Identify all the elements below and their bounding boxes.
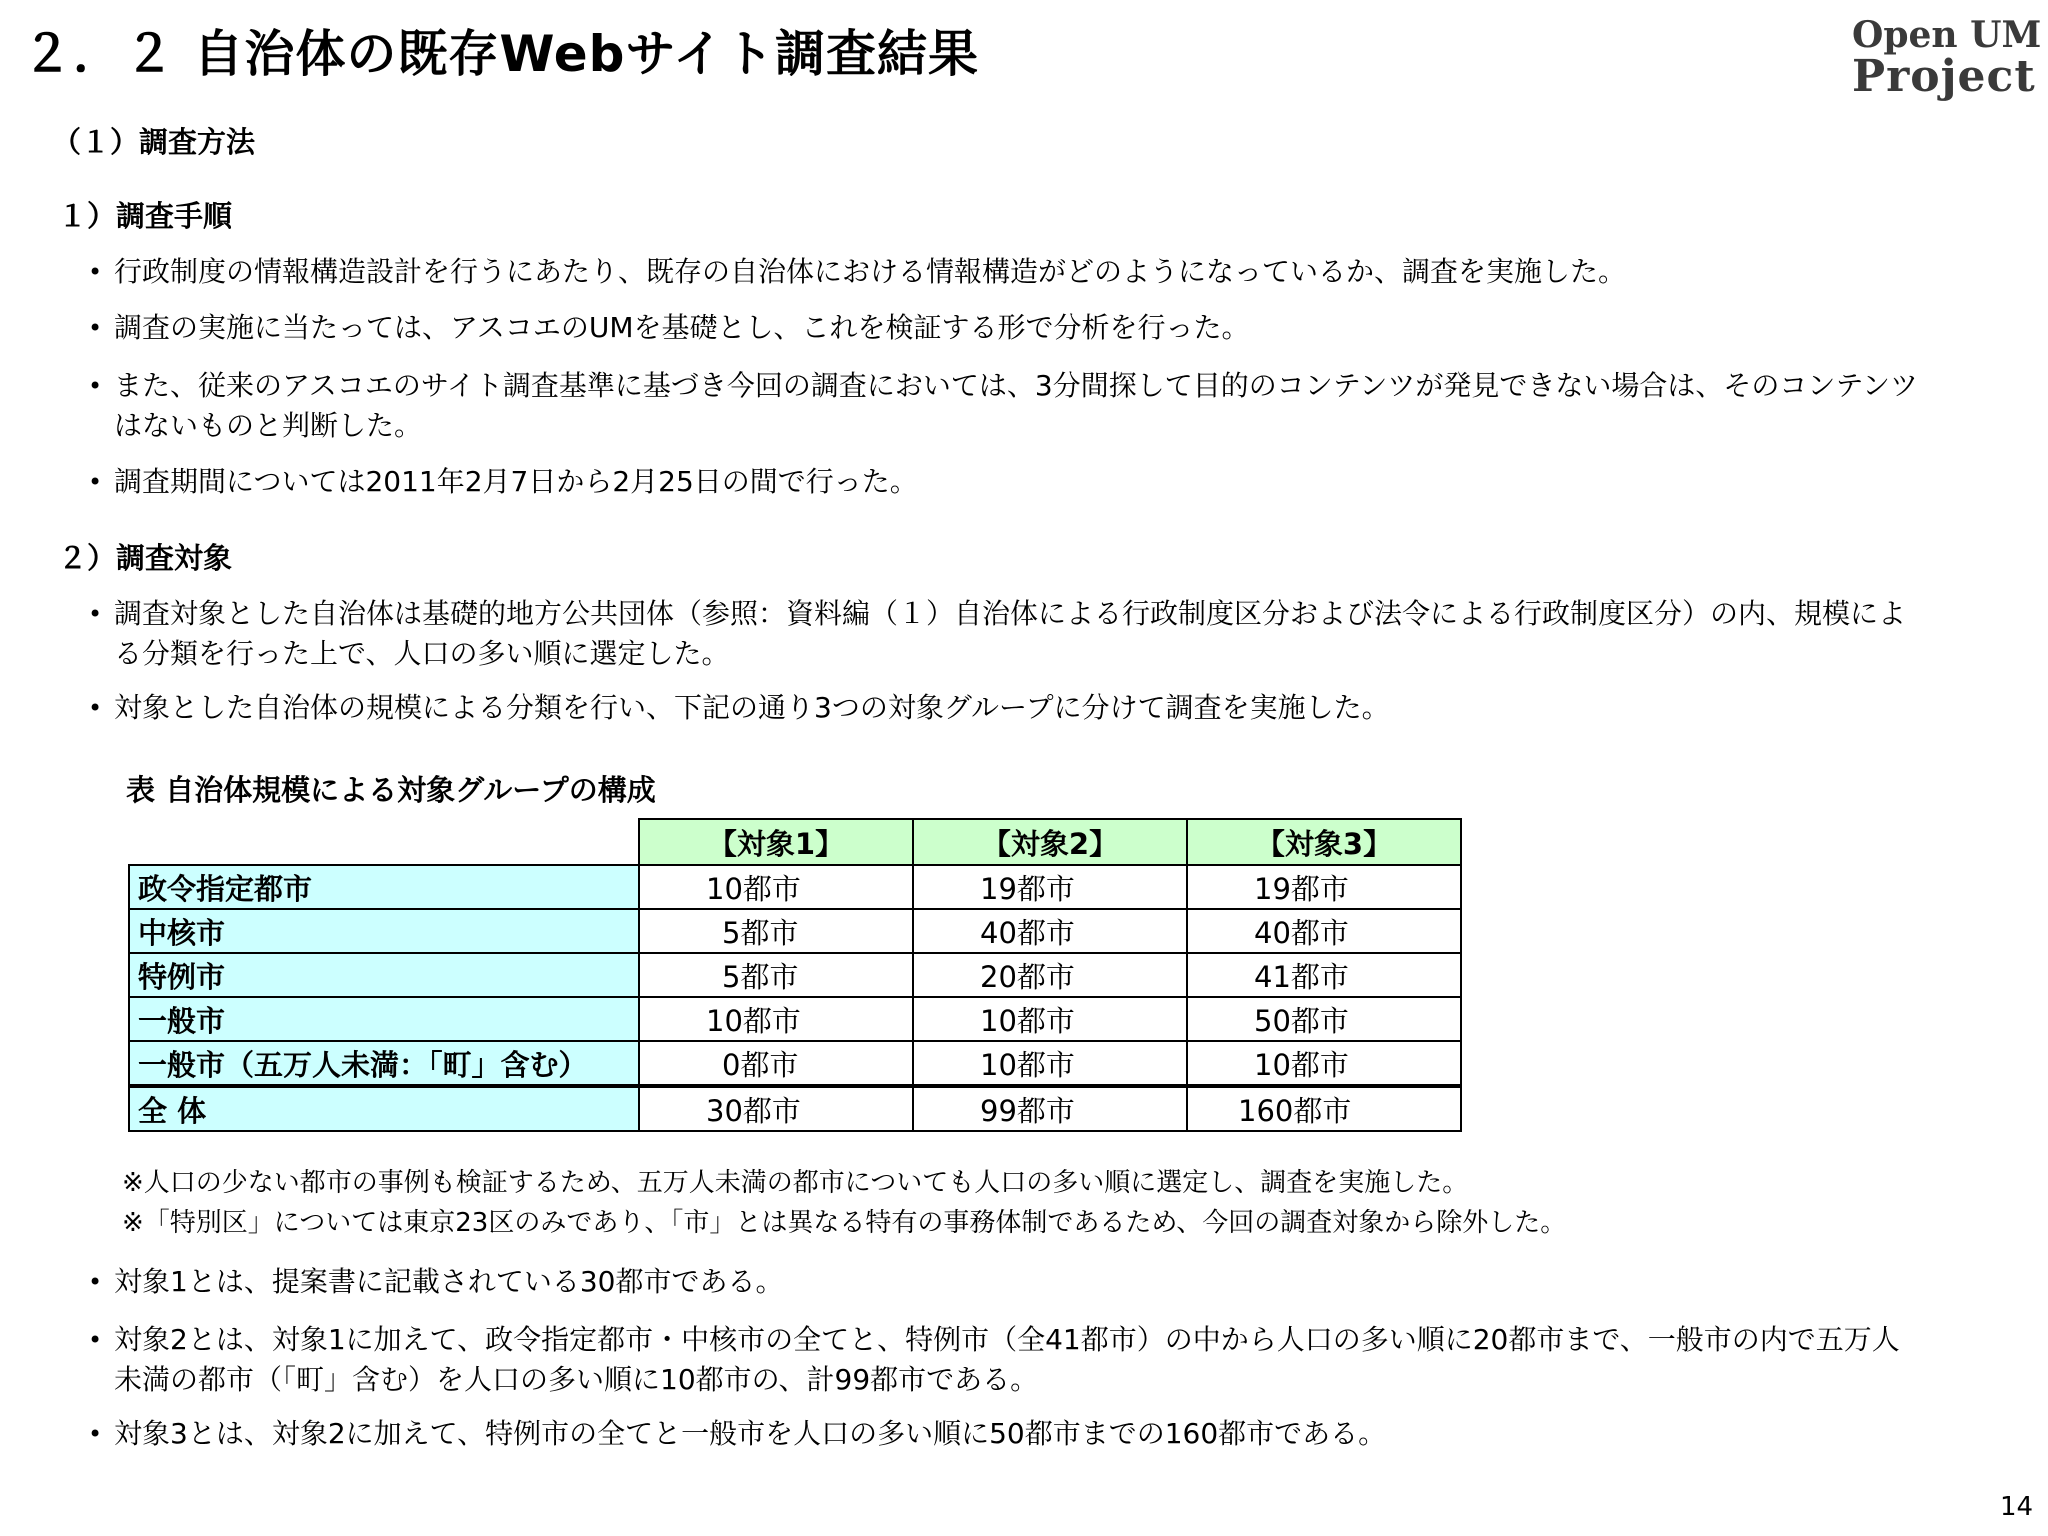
table-note-1: ※人口の少ない都市の事例も検証するため、五万人未満の都市についても人口の多い順に選定し、調査を実施した。 — [122, 1168, 1469, 1198]
bullet-target-2 — [88, 688, 1918, 728]
bullet-text: 対象2とは、対象1に加えて、政令指定都市・中核市の全てと、特例市（全41都市）の中から人口の多い順に20都市まで、一般市の内で五万人未満の都市（「町」含む）を人口の多い順に10都市の、計99都市である。 — [114, 1323, 1900, 1396]
open-um-project-logo — [1852, 14, 2042, 102]
page-number: 14 — [2000, 1492, 2034, 1522]
table-row — [129, 997, 1461, 1041]
table-cell: 0都市 — [639, 1041, 913, 1086]
table-row — [129, 865, 1461, 909]
table-row — [129, 909, 1461, 953]
bullet-dot: • — [88, 694, 103, 722]
row-header: 一般市（五万人未満：「町」含む） — [129, 1041, 639, 1086]
table-corner-cell — [129, 819, 639, 865]
table-cell: 20都市 — [913, 953, 1187, 997]
table-row — [129, 1041, 1461, 1086]
table-cell: 19都市 — [913, 865, 1187, 909]
bullet-dot: • — [88, 372, 103, 400]
column-header: 【対象1】 — [639, 819, 913, 865]
bullet-group-2 — [88, 1320, 1918, 1400]
bullet-group-3 — [88, 1414, 1918, 1454]
table-header-row — [129, 819, 1461, 865]
table-cell: 5都市 — [639, 909, 913, 953]
page-title: ２．２ 自治体の既存Webサイト調査結果 — [22, 25, 979, 83]
bullet-dot: • — [88, 258, 103, 286]
bullet-group-1 — [88, 1262, 1918, 1302]
section-heading-survey-method: （１）調査方法 — [52, 125, 256, 159]
table-cell: 5都市 — [639, 953, 913, 997]
bullet-dot: • — [88, 1268, 103, 1296]
bullet-procedure-2 — [88, 308, 1918, 348]
bullet-text: 調査対象とした自治体は基礎的地方公共団体（参照：資料編（１）自治体による行政制度区分および法令による行政制度区分）の内、規模による分類を行った上で、人口の多い順に選定した。 — [114, 597, 1907, 670]
bullet-dot: • — [88, 468, 103, 496]
bullet-text: 対象とした自治体の規模による分類を行い、下記の通り3つの対象グループに分けて調査を実施した。 — [114, 691, 1390, 724]
table-cell: 99都市 — [913, 1086, 1187, 1131]
bullet-procedure-3 — [88, 366, 1918, 446]
table-cell: 10都市 — [913, 997, 1187, 1041]
table-cell: 160都市 — [1187, 1086, 1461, 1131]
table-total-row — [129, 1086, 1461, 1131]
table-cell: 10都市 — [639, 997, 913, 1041]
target-group-table — [128, 818, 1462, 1132]
bullet-target-1 — [88, 594, 1918, 674]
bullet-text: 対象3とは、対象2に加えて、特例市の全てと一般市を人口の多い順に50都市までの160都市である。 — [114, 1417, 1387, 1450]
table-cell: 40都市 — [1187, 909, 1461, 953]
table-cell: 10都市 — [1187, 1041, 1461, 1086]
logo-line-1: Open UM — [1852, 14, 2042, 56]
row-header-total: 全 体 — [129, 1086, 639, 1131]
row-header: 一般市 — [129, 997, 639, 1041]
table-caption: 表 自治体規模による対象グループの構成 — [126, 773, 656, 807]
logo-line-2: Project — [1852, 51, 2036, 102]
bullet-text: 調査の実施に当たっては、アスコエのUMを基礎とし、これを検証する形で分析を行った。 — [114, 311, 1250, 344]
row-header: 中核市 — [129, 909, 639, 953]
subsection-heading-target: ２）調査対象 — [58, 541, 233, 575]
table-cell: 10都市 — [639, 865, 913, 909]
bullet-text: 対象1とは、提案書に記載されている30都市である。 — [114, 1265, 784, 1298]
bullet-text: 行政制度の情報構造設計を行うにあたり、既存の自治体における情報構造がどのようになっているか、調査を実施した。 — [114, 255, 1627, 288]
bullet-dot: • — [88, 314, 103, 342]
row-header: 政令指定都市 — [129, 865, 639, 909]
column-header: 【対象2】 — [913, 819, 1187, 865]
bullet-dot: • — [88, 1420, 103, 1448]
column-header: 【対象3】 — [1187, 819, 1461, 865]
bullet-procedure-1 — [88, 252, 1918, 292]
bullet-text: また、従来のアスコエのサイト調査基準に基づき今回の調査においては、3分間探して目的のコンテンツが発見できない場合は、そのコンテンツはないものと判断した。 — [114, 369, 1918, 442]
row-header: 特例市 — [129, 953, 639, 997]
bullet-dot: • — [88, 600, 103, 628]
table-row — [129, 953, 1461, 997]
table-cell: 30都市 — [639, 1086, 913, 1131]
table-cell: 10都市 — [913, 1041, 1187, 1086]
bullet-dot: • — [88, 1326, 103, 1354]
table-note-2: ※「特別区」については東京23区のみであり、「市」とは異なる特有の事務体制であるため、今回の調査対象から除外した。 — [122, 1208, 1567, 1238]
table-cell: 41都市 — [1187, 953, 1461, 997]
bullet-procedure-4 — [88, 462, 1918, 502]
table-cell: 19都市 — [1187, 865, 1461, 909]
subsection-heading-procedure: １）調査手順 — [58, 199, 233, 233]
bullet-text: 調査期間については2011年2月7日から2月25日の間で行った。 — [114, 465, 918, 498]
table-cell: 50都市 — [1187, 997, 1461, 1041]
table-cell: 40都市 — [913, 909, 1187, 953]
